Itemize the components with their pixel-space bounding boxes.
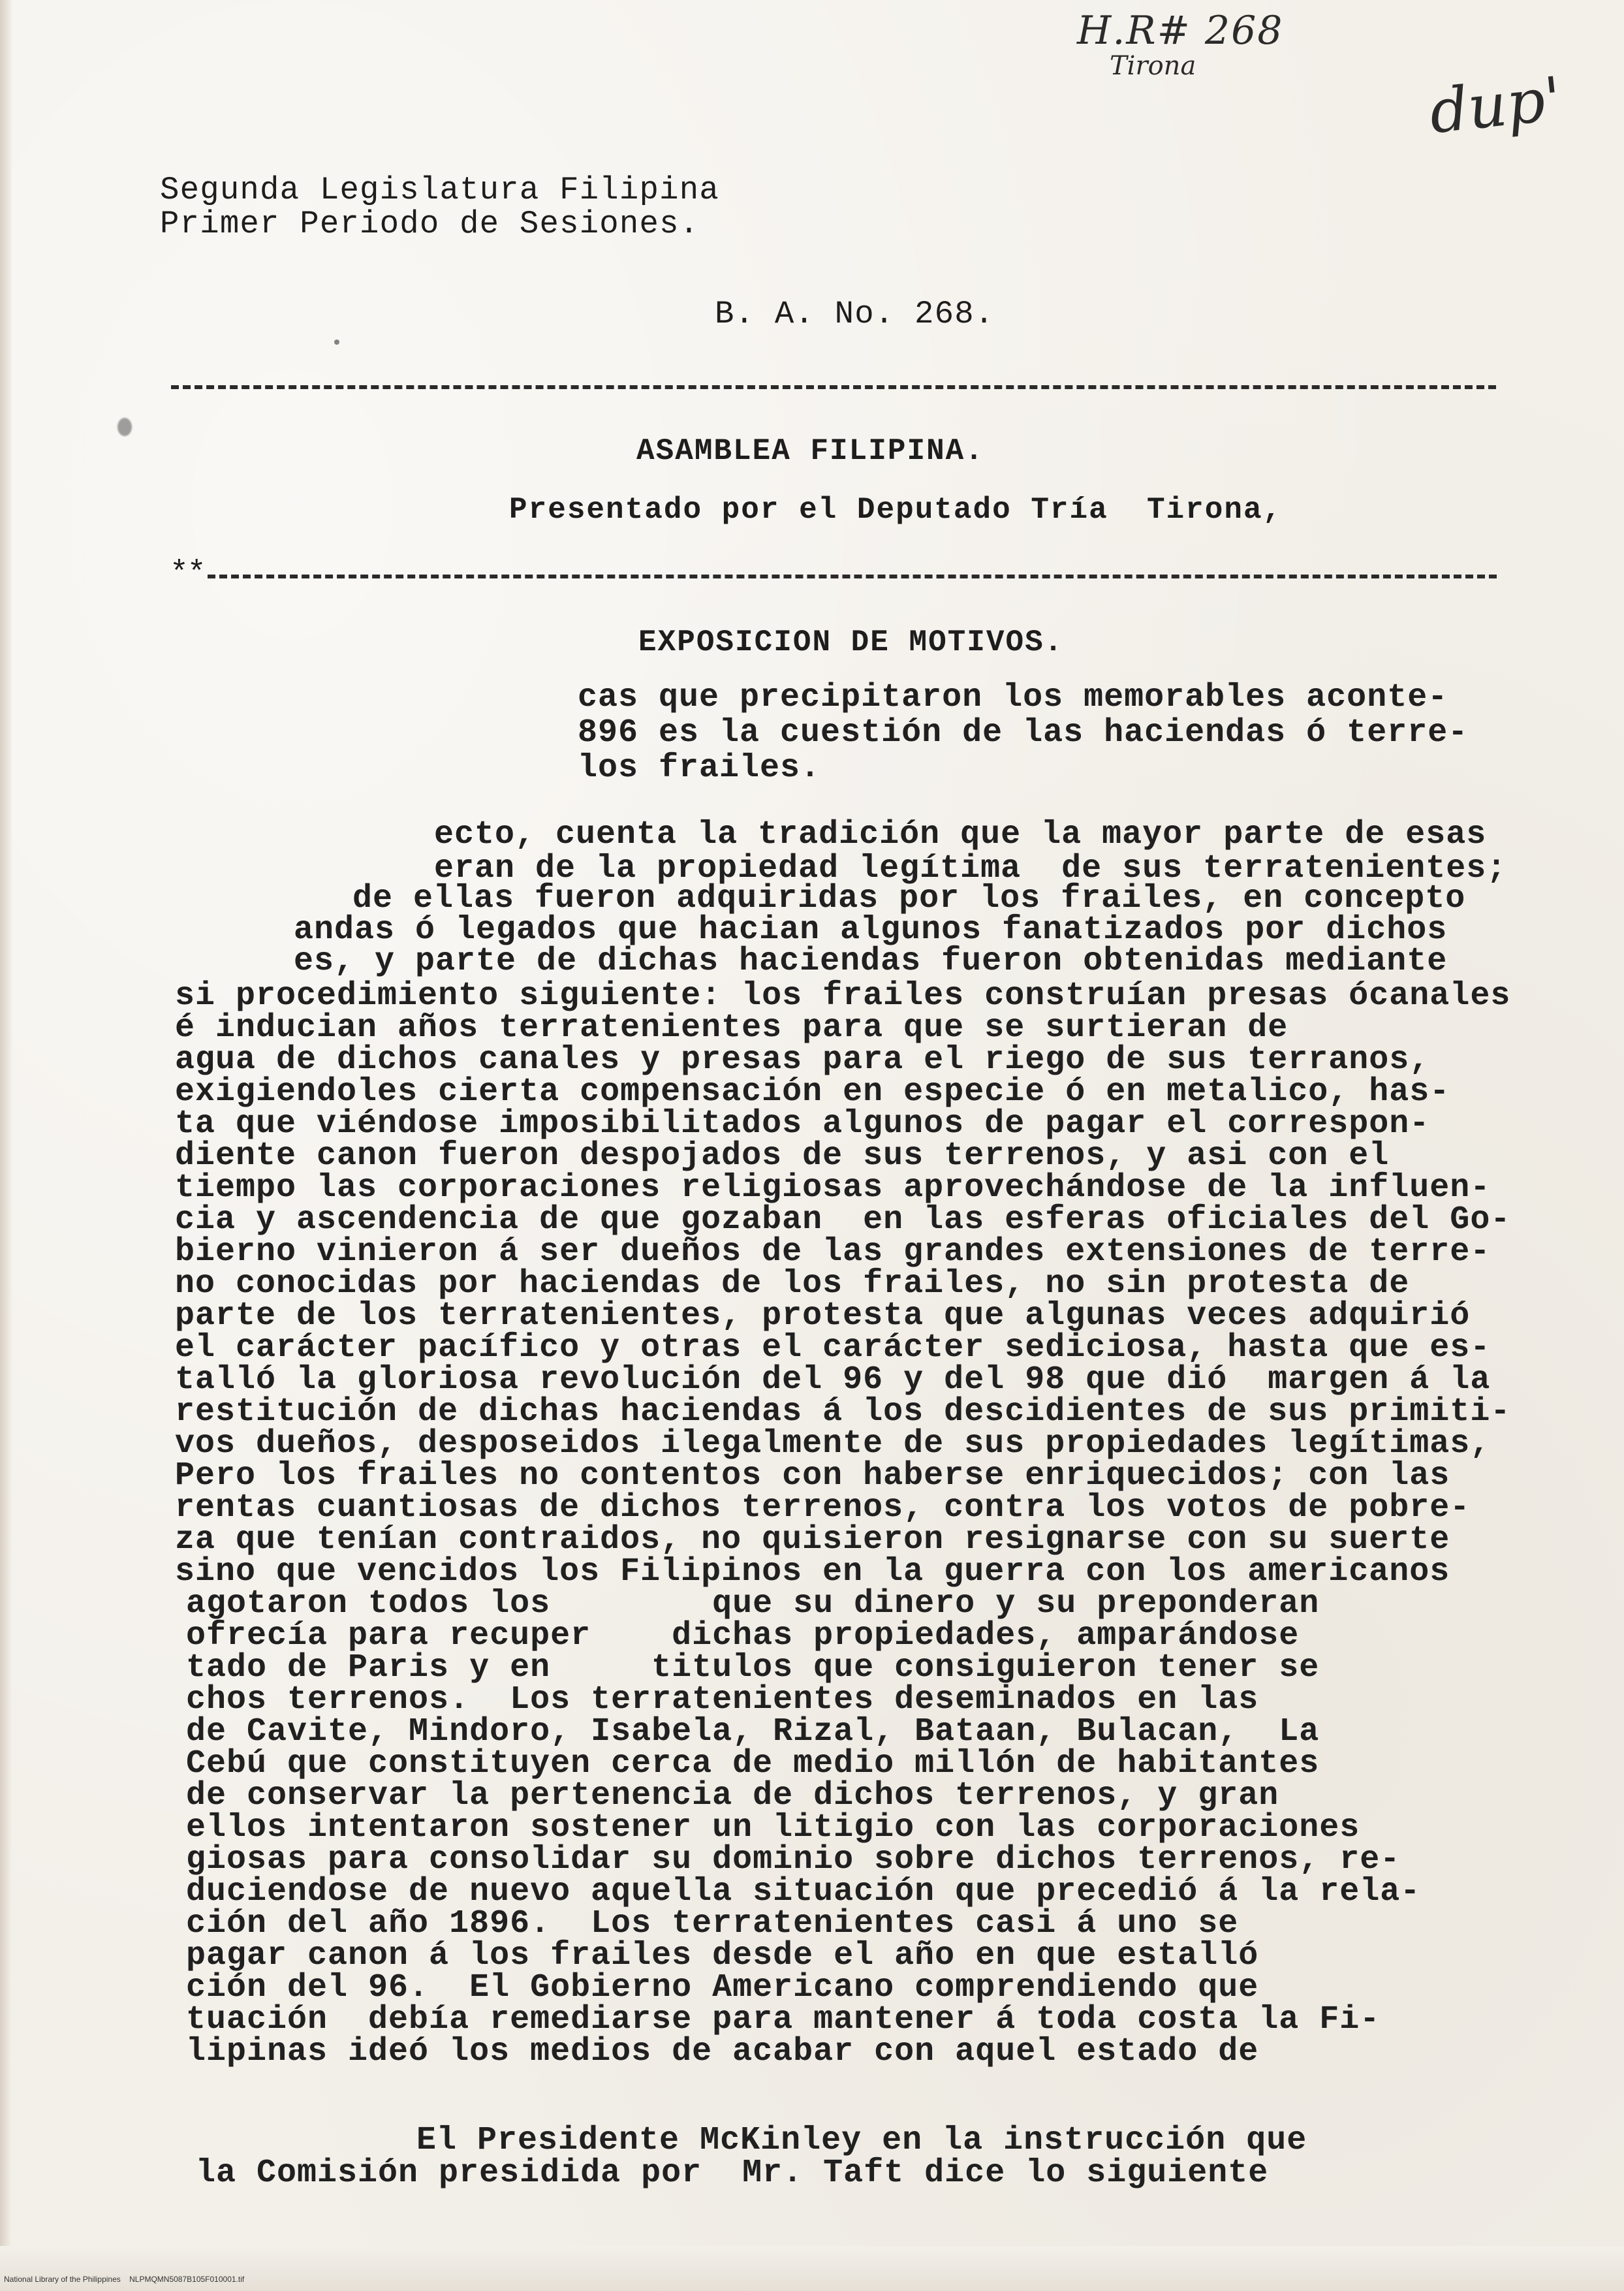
body-line: ellos intentaron sostener un litigio con las corporaciones [186,1809,1360,1846]
handwritten-reference: H.R# 268 [1077,8,1284,54]
body-line: si procedimiento siguiente: los frailes construían presas ócanales [175,977,1511,1015]
body-line: pagar canon á los frailes desde el año en que estalló [186,1937,1259,1974]
body-line: los frailes. [578,750,821,787]
legislature-line: Segunda Legislatura Filipina [160,172,719,208]
body-line: Pero los frailes no contentos con haberse enriquecidos; con las [175,1457,1450,1494]
body-line: ción del 96. El Gobierno Americano comprendiendo que [186,1969,1259,2006]
body-line: tiempo las corporaciones religiosas aprovechándose de la influen- [175,1169,1491,1207]
body-line: el carácter pacífico y otras el carácter sediciosa, hasta que es- [175,1329,1491,1367]
body-line: cia y ascendencia de que gozaban en las esferas oficiales del Go- [175,1201,1511,1239]
body-line: la Comisión presidida por Mr. Taft dice lo siguiente [196,2155,1269,2192]
body-line: chos terrenos. Los terratenientes deseminados en las [186,1681,1259,1718]
bill-number: B. A. No. 268. [715,296,995,332]
body-line: Cebú que constituyen cerca de medio millón de habitantes [186,1745,1320,1782]
body-line: de ellas fueron adquiridas por los frailes, en concepto [352,880,1466,917]
period-line: Primer Periodo de Sesiones. [160,206,700,242]
body-line: no conocidas por haciendas de los frailes, no sin protesta de [175,1265,1410,1303]
body-line: talló la gloriosa revolución del 96 y del 98 que dió margen á la [175,1361,1491,1398]
handwritten-name: Tirona [1110,51,1196,81]
body-line: diente canon fueron despojados de sus terrenos, y asi con el [175,1137,1390,1175]
body-line: exigiendoles cierta compensación en especie ó en metalico, has- [175,1073,1450,1111]
body-line: tado de Paris y en titulos que consiguieron tener se [186,1649,1320,1686]
body-line: restitución de dichas haciendas á los descidientes de sus primiti- [175,1393,1511,1430]
scan-edge-bottom [0,2246,1624,2291]
body-line: es, y parte de dichas haciendas fueron obtenidas mediante [294,943,1448,980]
assembly-title: ASAMBLEA FILIPINA. [636,434,984,468]
ink-blot [117,418,132,436]
body-line: ecto, cuenta la tradición que la mayor parte de esas [434,816,1487,853]
body-line: 896 es la cuestión de las haciendas ó terre- [578,714,1469,751]
divider-bottom [208,575,1497,578]
body-line: sino que vencidos los Filipinos en la guerra con los americanos [175,1553,1450,1590]
presented-by-line: Presentado por el Deputado Tría Tirona, [509,493,1283,527]
body-line: rentas cuantiosas de dichos terrenos, contra los votos de pobre- [175,1489,1471,1526]
handwritten-dup-mark: dup' [1426,63,1565,148]
body-line: é inducian años terratenientes para que se surtieran de [175,1009,1288,1047]
divider-top [171,385,1496,389]
body-line: de Cavite, Mindoro, Isabela, Rizal, Bataan, Bulacan, La [186,1713,1320,1750]
body-line: lipinas ideó los medios de acabar con aquel estado de [186,2033,1259,2070]
body-line: eran de la propiedad legítima de sus terratenientes; [434,850,1507,887]
body-line: za que tenían contraidos, no quisieron resignarse con su suerte [175,1521,1450,1558]
body-line: giosas para consolidar su dominio sobre dichos terrenos, re- [186,1841,1401,1878]
scan-footer-caption: National Library of the Philippines NLPMQMN5087B105F010001.tif [4,2275,245,2284]
body-line: agotaron todos los que su dinero y su preponderan [186,1585,1320,1622]
body-line: de conservar la pertenencia de dichos terrenos, y gran [186,1777,1279,1814]
body-line: andas ó legados que hacian algunos fanatizados por dichos [294,911,1448,949]
body-line: ta que viéndose imposibilitados algunos de pagar el correspon- [175,1105,1430,1143]
body-line: agua de dichos canales y presas para el riego de sus terranos, [175,1041,1430,1079]
body-line: vos dueños, desposeidos ilegalmente de sus propiedades legítimas, [175,1425,1491,1462]
body-line: ofrecía para recuper dichas propiedades, amparándose [186,1617,1300,1654]
body-line: bierno vinieron á ser dueños de las grandes extensiones de terre- [175,1233,1491,1271]
ink-speck [334,340,339,345]
body-line: duciendose de nuevo aquella situación que precedió á la rela- [186,1873,1421,1910]
body-line: cas que precipitaron los memorables aconte- [578,679,1448,716]
body-line: parte de los terratenientes, protesta que algunas veces adquirió [175,1297,1471,1335]
body-line: El Presidente McKinley en la instrucción que [416,2122,1307,2159]
body-line: ción del año 1896. Los terratenientes casi á uno se [186,1905,1239,1942]
divider-stars: ** [170,556,205,592]
scan-edge-left [0,0,12,2291]
section-title: EXPOSICION DE MOTIVOS. [638,625,1064,659]
body-line: tuación debía remediarse para mantener á toda costa la Fi- [186,2001,1381,2038]
